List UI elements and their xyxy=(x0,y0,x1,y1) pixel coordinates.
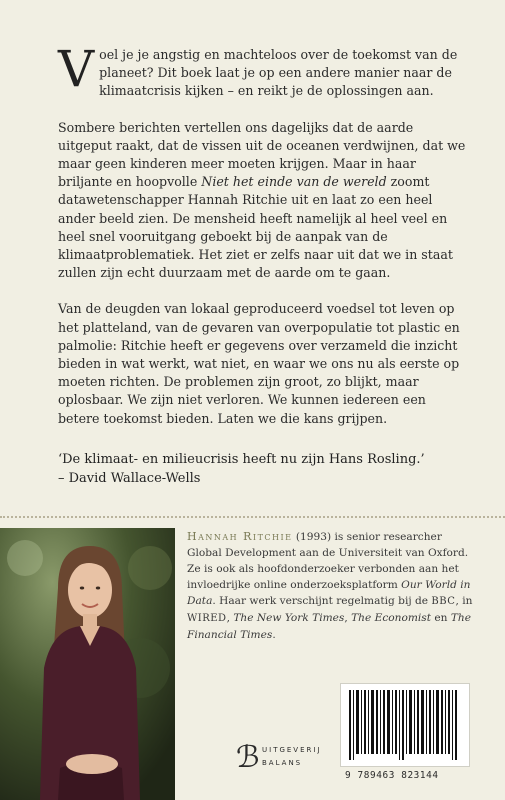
book-title-italic: Niet het einde van de wereld xyxy=(201,174,387,190)
bio-text-1: (1993) is senior researcher Global Development aan de Universiteit van Oxford. Ze is ook als hoofdonderzoeker verbonden aan het invloedrijke online onderzoeksplatform xyxy=(187,531,469,591)
bio-economist: The Economist xyxy=(351,612,431,624)
isbn-number: 9 789463 823144 xyxy=(345,770,439,781)
endorsement-quote xyxy=(58,450,468,488)
blurb-text xyxy=(58,40,468,488)
blurb-paragraph-3: Van de deugden van lokaal geproduceerd voedsel tot leven op het platteland, van de gevaren van overpopulatie tot plastic en palmolie: Ritchie heeft er gegevens over verzameld die inzicht bieden in wat werkt, wat niet, en waar we ons nu als eerste op moeten richten. De problemen zijn groot, zo blijkt, maar oplosbaar. We zijn niet verloren. We kunnen iedereen een betere toekomst bieden. Laten we die kans grijpen. xyxy=(58,301,460,426)
blurb-p1-text: oel je je angstig en machteloos over de toekomst van de planeet? Dit boek laat je op een andere manier naar de klimaatcrisis kijken – en reikt je de oplossingen aan. xyxy=(99,47,458,99)
publisher-mark xyxy=(236,738,336,778)
bio-owid: Our World in Data xyxy=(187,579,471,607)
quote-text: ‘De klimaat- en milieucrisis heeft nu zijn Hans Rosling.’ xyxy=(58,451,425,467)
bio-text-2: . Haar werk verschijnt regelmatig bij de xyxy=(212,595,432,607)
bio-text-4: , xyxy=(226,612,234,624)
author-bio xyxy=(187,529,477,643)
bio-bbc: BBC xyxy=(431,596,456,607)
bio-nyt: The New York Times xyxy=(233,612,345,624)
bio-ft: The Financial Times xyxy=(187,612,471,641)
author-portrait-illustration xyxy=(0,528,175,800)
blurb-paragraph-1 xyxy=(58,40,468,101)
bio-text-3: , in xyxy=(455,595,473,607)
author-name: Hannah Ritchie xyxy=(187,530,293,543)
blurb-p2-text-a: Sombere berichten vertellen ons dagelijks dat de aarde uitgeput raakt, dat de vissen uit de oceanen verdwijnen, dat we maar geen kinderen meer moeten krijgen. Maar in haar briljante en hoopvolle xyxy=(58,119,466,190)
publisher-logo-icon: ℬ xyxy=(236,740,260,775)
publisher-line-1: UITGEVERIJ xyxy=(262,746,322,754)
dotted-divider xyxy=(0,516,505,518)
bio-wired: WIRED xyxy=(187,613,227,624)
quote-author: – David Wallace-Wells xyxy=(58,470,201,486)
author-photo xyxy=(0,528,175,800)
isbn-barcode xyxy=(340,683,470,767)
blurb-paragraph-2 xyxy=(58,119,468,283)
publisher-name xyxy=(262,744,322,770)
bio-text-7: . xyxy=(272,629,276,641)
barcode-bars xyxy=(341,684,469,766)
drop-cap: V xyxy=(58,40,95,98)
bio-text-6: en xyxy=(431,612,451,624)
publisher-line-2: BALANS xyxy=(262,759,303,767)
blurb-p2-text-b: zoomt datawetenschapper Hannah Ritchie uit en laat zo een heel ander beeld zien. De mensheid heeft namelijk al heel veel en heel snel vooruitgang geboekt bij de aanpak van de klimaatproblematiek. Het ziet er zelfs naar uit dat we in staat zullen zijn echt duurzaam met de aarde om te gaan. xyxy=(58,174,453,281)
bio-text-5: , xyxy=(344,612,352,624)
